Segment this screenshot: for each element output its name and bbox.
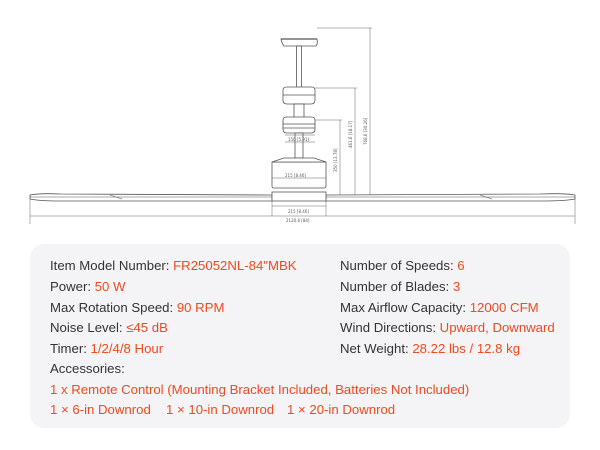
spec-blades-label: Number of Blades:: [340, 279, 453, 294]
spec-weight-value: 28.22 lbs / 12.8 kg: [412, 341, 521, 356]
spec-airflow: [340, 300, 539, 316]
spec-airflow-label: Max Airflow Capacity:: [340, 300, 470, 315]
spec-timer: [50, 341, 163, 357]
spec-blades: [340, 279, 460, 295]
ceiling-canopy: [281, 39, 317, 46]
specifications-card: [30, 244, 570, 428]
upper-housing: [283, 87, 315, 104]
spec-wind-label: Wind Directions:: [340, 320, 440, 335]
dim-to-lights: 461.6 [18.17]: [348, 120, 353, 148]
dim-hub-width: 215 [8.46]: [288, 209, 309, 214]
spec-rotation-value: 90 RPM: [176, 300, 225, 315]
lower-housing: [283, 117, 315, 133]
spec-wind: [340, 320, 555, 336]
spec-timer-value: 1/2/4/8 Hour: [90, 341, 164, 356]
spec-noise-value: ≤45 dB: [126, 320, 168, 335]
spec-weight-label: Net Weight:: [340, 341, 413, 356]
spec-speeds-label: Number of Speeds:: [340, 258, 458, 273]
accessory-remote: 1 x Remote Control (Mounting Bracket Included, Batteries Not Included): [50, 382, 470, 397]
spec-blades-value: 3: [452, 279, 461, 294]
downrod: [297, 46, 302, 88]
accessory-downrod-6: 1 × 6-in Downrod: [50, 402, 151, 417]
spec-airflow-value: 12000 CFM: [469, 300, 539, 315]
spec-speeds-value: 6: [457, 258, 465, 273]
spec-wind-value: Upward, Downward: [439, 320, 555, 335]
spec-weight: [340, 341, 520, 357]
spec-power: [50, 279, 126, 295]
spec-model-value: FR25052NL-84"MBK: [173, 258, 297, 273]
spec-timer-label: Timer:: [50, 341, 91, 356]
spec-power-label: Power:: [50, 279, 95, 294]
dim-overall-height: 768.6 [30.26]: [363, 117, 368, 145]
accessory-downrod-10: 1 × 10-in Downrod: [166, 402, 275, 417]
accessories-heading: Accessories:: [50, 361, 125, 376]
spec-rotation: [50, 300, 224, 316]
spec-model: [50, 258, 297, 274]
spec-rotation-label: Max Rotation Speed:: [50, 300, 177, 315]
dim-motor-width: 215 [8.46]: [285, 173, 306, 178]
spec-noise-label: Noise Level:: [50, 320, 127, 335]
spec-model-label: Item Model Number:: [50, 258, 174, 273]
accessory-downrod-20: 1 × 20-in Downrod: [287, 402, 396, 417]
spec-power-value: 50 W: [94, 279, 126, 294]
dim-canopy-width: 150 [5.91]: [288, 137, 309, 142]
dim-span: 2120.6 [84]: [286, 218, 310, 223]
spec-speeds: [340, 258, 465, 274]
fan-blades: [30, 192, 575, 201]
dim-mid-height: 350 [13.78]: [333, 148, 338, 172]
spec-noise: [50, 320, 168, 336]
